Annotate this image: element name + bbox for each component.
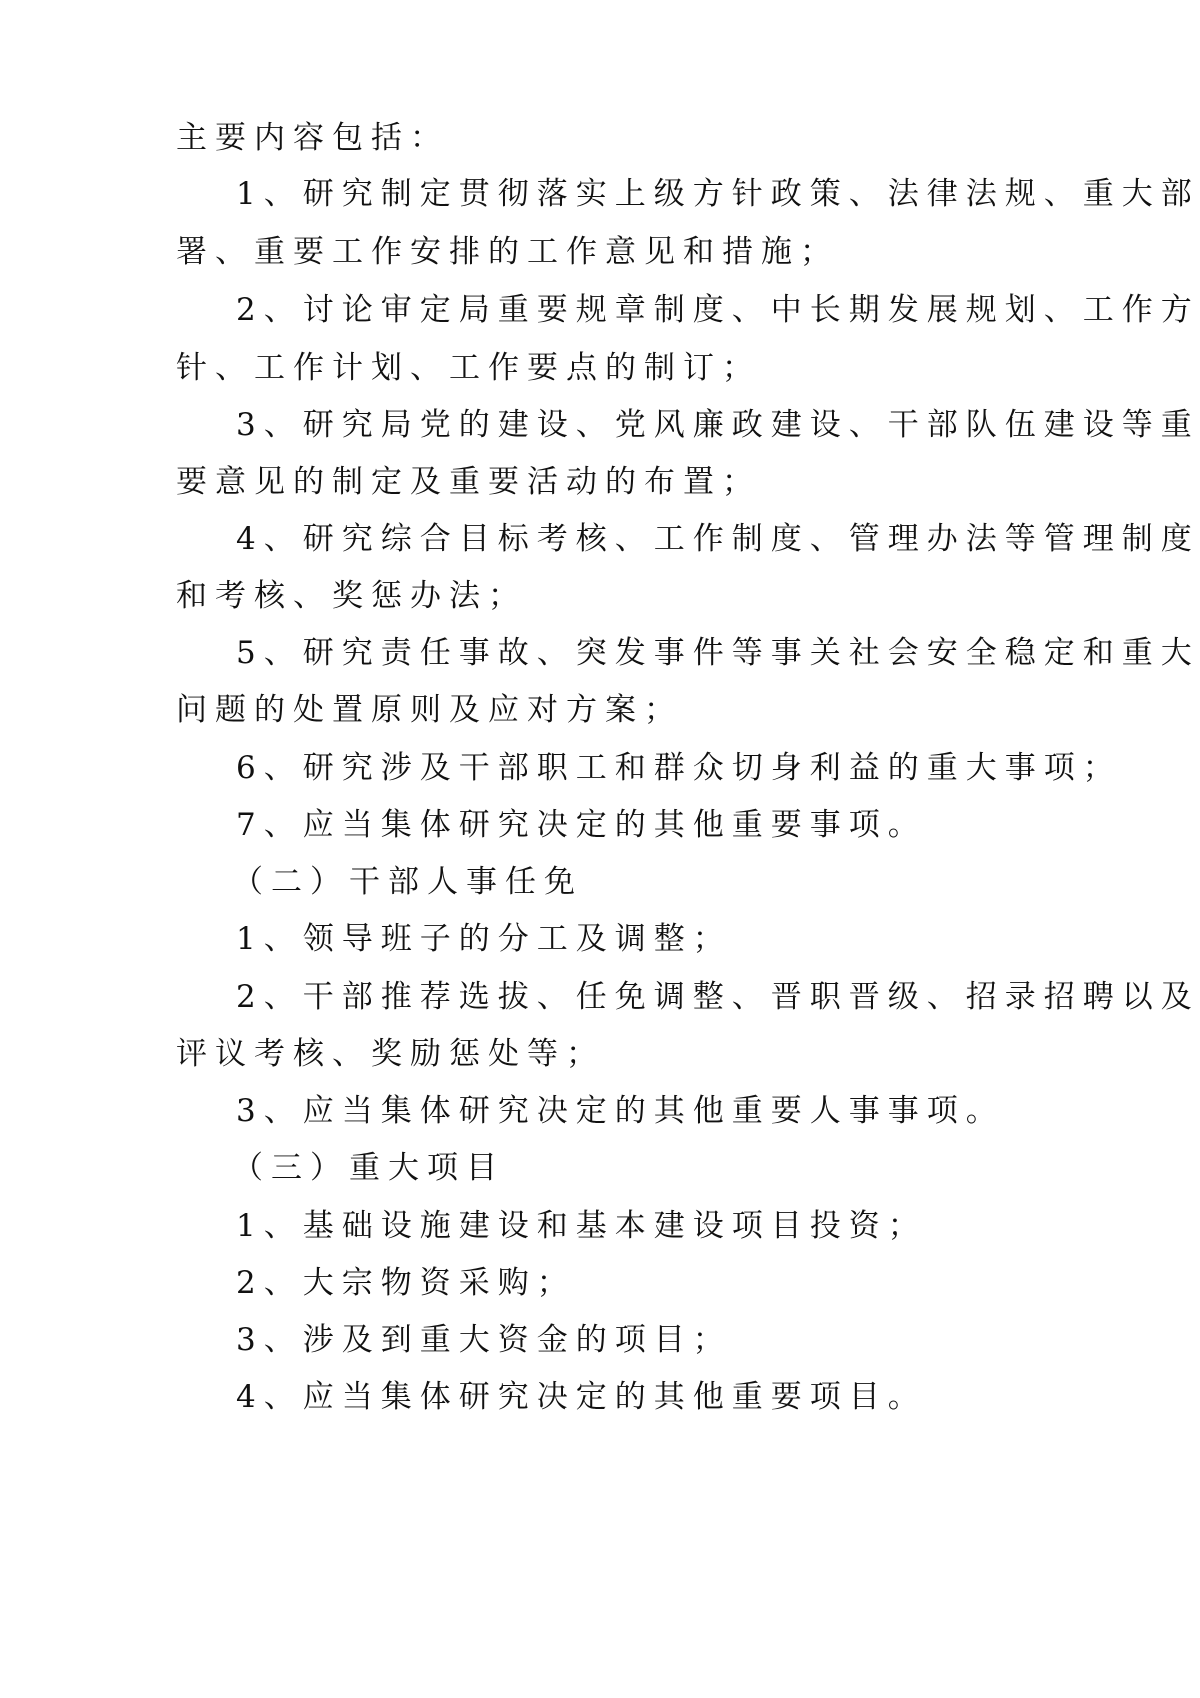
personnel-item-3: 3、应当集体研究决定的其他重要人事事项。	[236, 1093, 1005, 1129]
personnel-item-2-line-1: 2、干部推荐选拔、任免调整、晋职晋级、招录招聘以及	[236, 979, 1200, 1015]
item-2-line-2: 针、工作计划、工作要点的制订；	[176, 350, 761, 386]
item-1-line-2: 署、重要工作安排的工作意见和措施；	[176, 234, 839, 270]
item-1-line-1: 1、研究制定贯彻落实上级方针政策、法律法规、重大部	[236, 176, 1200, 212]
personnel-item-1: 1、领导班子的分工及调整；	[236, 921, 732, 957]
intro-text: 主要内容包括：	[176, 120, 449, 156]
item-3-line-1: 3、研究局党的建设、党风廉政建设、干部队伍建设等重	[236, 407, 1200, 443]
item-4-line-2: 和考核、奖惩办法；	[176, 578, 527, 614]
project-item-3: 3、涉及到重大资金的项目；	[236, 1322, 732, 1358]
project-item-1: 1、基础设施建设和基本建设项目投资；	[236, 1208, 927, 1244]
section-heading-personnel: （二）干部人事任免	[232, 864, 583, 900]
item-3-line-2: 要意见的制定及重要活动的布置；	[176, 464, 761, 500]
project-item-2: 2、大宗物资采购；	[236, 1265, 576, 1301]
item-2-line-1: 2、讨论审定局重要规章制度、中长期发展规划、工作方	[236, 292, 1200, 328]
item-7-line-1: 7、应当集体研究决定的其他重要事项。	[236, 807, 927, 843]
item-4-line-1: 4、研究综合目标考核、工作制度、管理办法等管理制度	[236, 521, 1200, 557]
personnel-item-2-line-2: 评议考核、奖励惩处等；	[176, 1036, 605, 1072]
section-heading-projects: （三）重大项目	[232, 1150, 505, 1186]
item-5-line-2: 问题的处置原则及应对方案；	[176, 692, 683, 728]
item-5-line-1: 5、研究责任事故、突发事件等事关社会安全稳定和重大	[236, 635, 1200, 671]
item-6-line-1: 6、研究涉及干部职工和群众切身利益的重大事项；	[236, 750, 1122, 786]
project-item-4: 4、应当集体研究决定的其他重要项目。	[236, 1379, 927, 1415]
